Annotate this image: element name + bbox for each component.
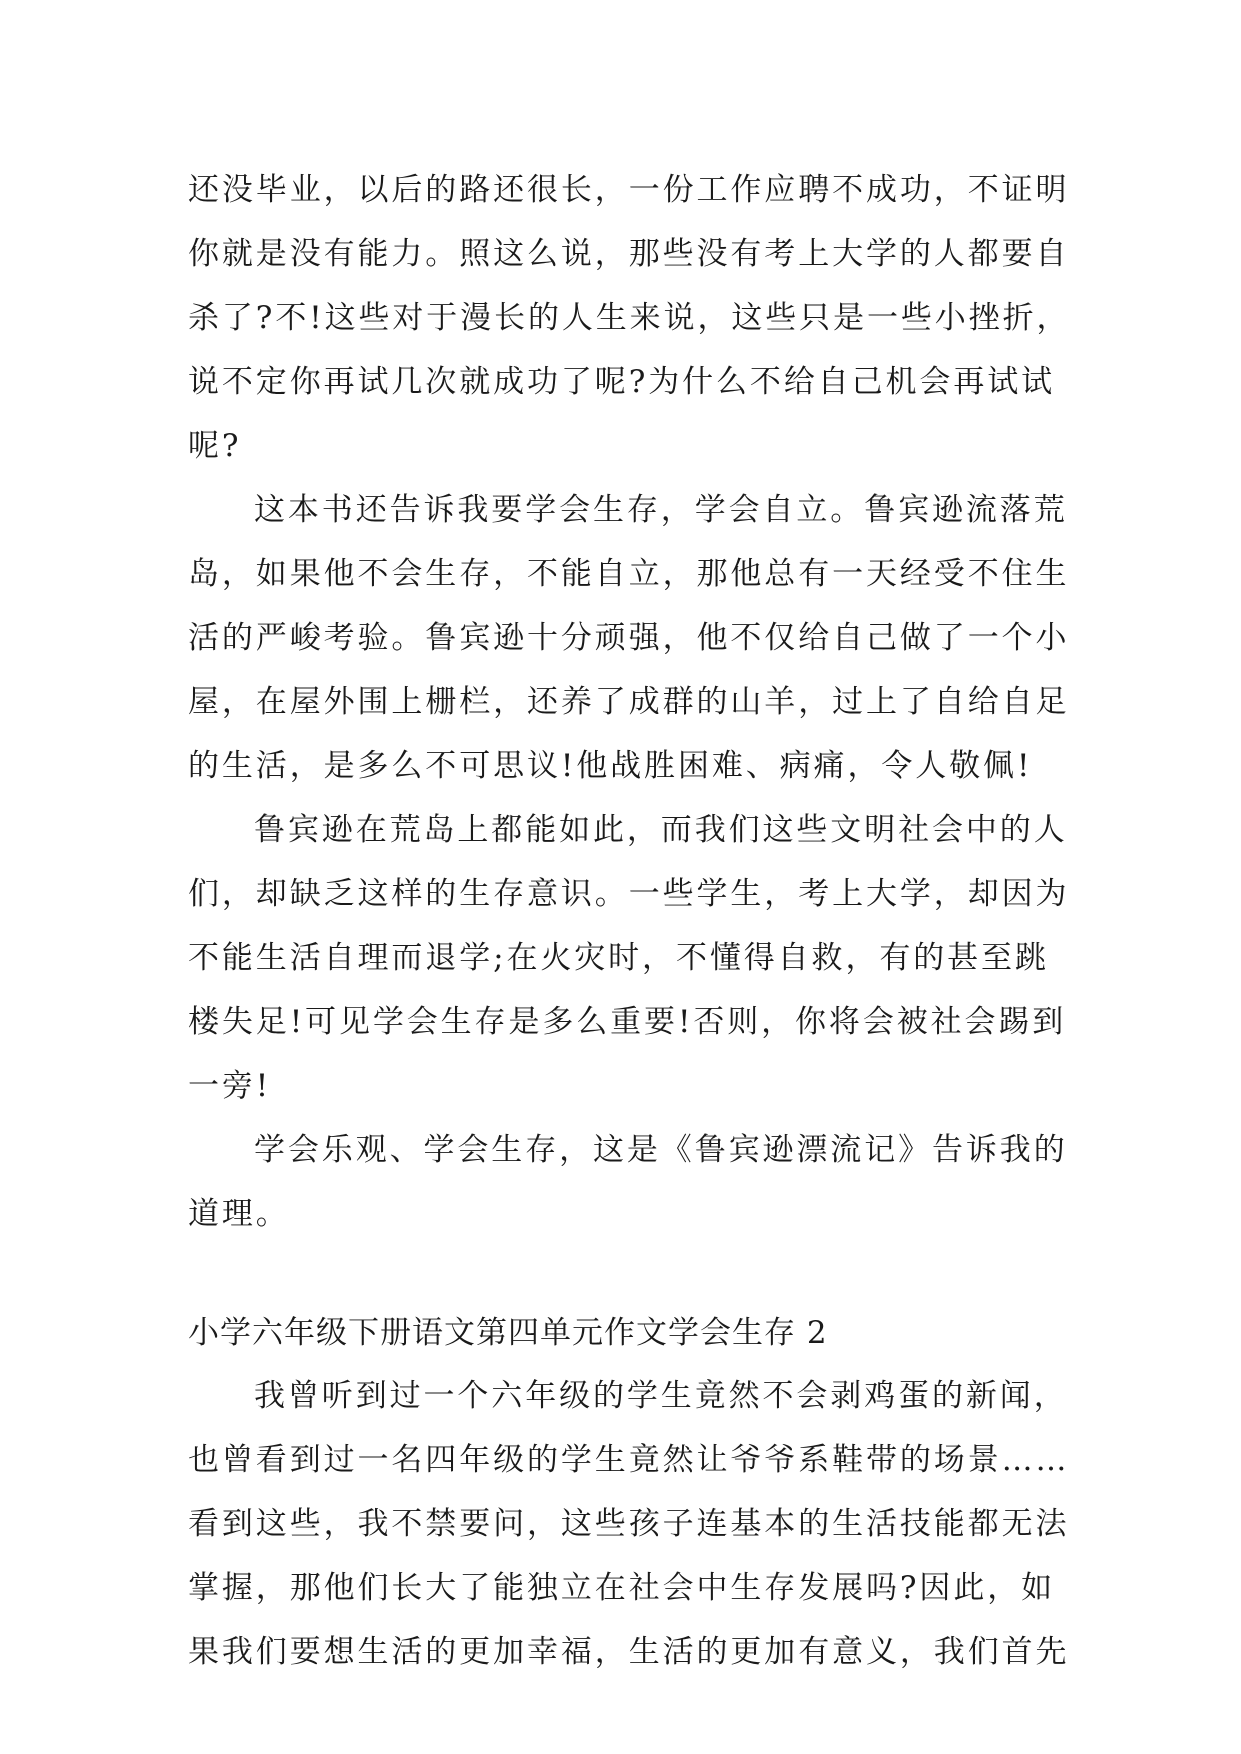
paragraph-civilized-society (188, 798, 1070, 1118)
text-line: 学会乐观、学会生存，这是《鲁宾逊漂流记》告诉我的 (254, 1132, 1068, 1168)
paragraph-essay-2-intro (188, 1364, 1070, 1684)
text-line: 岛，如果他不会生存，不能自立，那他总有一天经受不住生 (188, 556, 1070, 592)
section-gap (188, 1246, 1058, 1302)
document-body (188, 158, 1071, 1684)
text-line: 不能生活自理而退学;在火灾时，不懂得自救，有的甚至跳 (188, 940, 1049, 976)
text-line: 说不定你再试几次就成功了呢?为什么不给自己机会再试试 (188, 364, 1056, 400)
text-line: 还没毕业，以后的路还很长，一份工作应聘不成功，不证明 (188, 172, 1070, 208)
text-line: 楼失足!可见学会生存是多么重要!否则，你将会被社会踢到 (188, 1004, 1067, 1040)
text-line: 活的严峻考验。鲁宾逊十分顽强，他不仅给自己做了一个小 (188, 620, 1070, 656)
section-heading: 小学六年级下册语文第四单元作文学会生存 2 (188, 1315, 828, 1351)
paragraph-continued (188, 158, 1071, 478)
text-line: 们，却缺乏这样的生存意识。一些学生，考上大学，却因为 (188, 876, 1070, 912)
text-line: 的生活，是多么不可思议!他战胜困难、病痛，令人敬佩! (188, 748, 1033, 784)
text-line: 也曾看到过一名四年级的学生竟然让爷爷系鞋带的场景…… (188, 1442, 1070, 1478)
text-line: 看到这些，我不禁要问，这些孩子连基本的生活技能都无法 (188, 1506, 1070, 1542)
text-line: 果我们要想生活的更加幸福，生活的更加有意义，我们首先 (188, 1634, 1070, 1670)
text-line: 道理。 (188, 1196, 290, 1232)
paragraph-survival (188, 478, 1070, 798)
text-line: 你就是没有能力。照这么说，那些没有考上大学的人都要自 (188, 236, 1070, 272)
text-line: 掌握，那他们长大了能独立在社会中生存发展吗?因此，如 (188, 1570, 1056, 1606)
text-line: 这本书还告诉我要学会生存，学会自立。鲁宾逊流落荒 (254, 492, 1068, 528)
text-line: 屋，在屋外围上栅栏，还养了成群的山羊，过上了自给自足 (188, 684, 1070, 720)
text-line: 杀了?不!这些对于漫长的人生来说，这些只是一些小挫折， (188, 300, 1071, 336)
text-line: 鲁宾逊在荒岛上都能如此，而我们这些文明社会中的人 (254, 812, 1068, 848)
text-line: 一旁! (188, 1068, 272, 1104)
paragraph-conclusion (188, 1118, 1068, 1246)
text-line: 呢? (188, 428, 242, 464)
text-line: 我曾听到过一个六年级的学生竟然不会剥鸡蛋的新闻， (254, 1378, 1068, 1414)
